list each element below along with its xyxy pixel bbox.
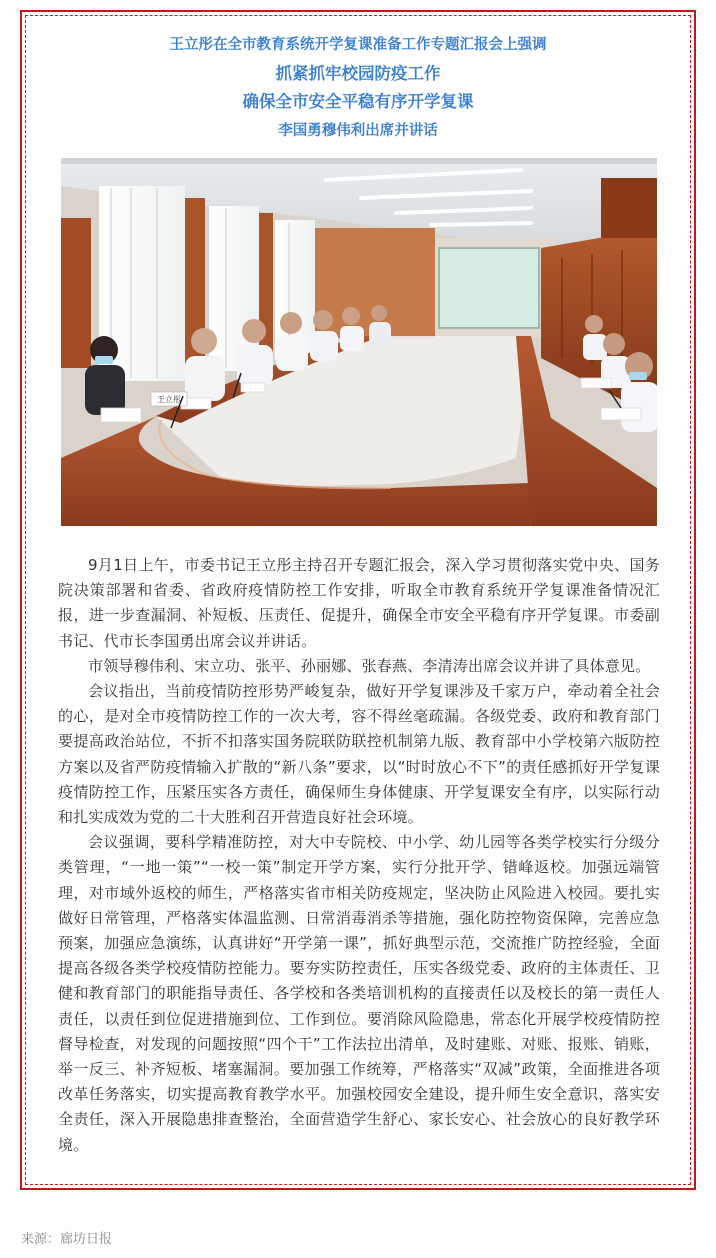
- meeting-photo: [61, 158, 657, 526]
- article-body: [58, 553, 660, 1158]
- headline: [26, 33, 690, 143]
- paragraph: 市领导穆伟利、宋立功、张平、孙丽娜、张春燕、李清涛出席会议并讲了具体意见。: [88, 656, 651, 675]
- name-card-text: 王立彤: [157, 395, 181, 404]
- paragraph: 会议指出，当前疫情防控形势严峻复杂，做好开学复课涉及千家万户，牵动着全社会的心，是对全市疫情防控工作的一次大考，容不得丝毫疏漏。各级党委、政府和教育部门要提高政治站位，不折不扣落实国务院联防联控机制第九版、教育部中小学校第六版防控方案以及省严防疫情输入扩散的“新八条”要求，以“时时放心不下”的责任感抓好开学复课疫情防控工作，压紧压实各方责任，确保师生身体健康、开学复课安全有序，以实际行动和扎实成效为党的二十大胜利召开营造良好社会环境。: [58, 682, 660, 827]
- headline-line-4: 李国勇穆伟利出席并讲话: [278, 123, 438, 139]
- headline-line-1: 王立彤在全市教育系统开学复课准备工作专题汇报会上强调: [169, 37, 547, 53]
- article-frame-inner: [25, 15, 691, 1185]
- paragraph: 9月1日上午，市委书记王立彤主持召开专题汇报会，深入学习贯彻落实党中央、国务院决策部署和省委、省政府疫情防控工作安排，听取全市教育系统开学复课准备情况汇报，进一步查漏洞、补短板、压责任、促提升，确保全市安全平稳有序开学复课。市委副书记、代市长李国勇出席会议并讲话。: [58, 556, 660, 650]
- headline-line-3: 确保全市安全平稳有序开学复课: [242, 92, 474, 111]
- article-frame: [20, 10, 696, 1190]
- paragraph: 会议强调，要科学精准防控，对大中专院校、中小学、幼儿园等各类学校实行分级分类管理，“一地一策”“一校一策”制定开学方案，实行分批开学、错峰返校。加强远端管理，对市域外返校的师生，严格落实省市相关防疫规定，坚决防止风险进入校园。要扎实做好日常管理，严格落实体温监测、日常消毒消杀等措施，强化防控物资保障，完善应急预案，加强应急演练，认真讲好“开学第一课”，抓好典型示范，交流推广防控经验，全面提高各级各类学校疫情防控能力。要夯实防控责任，压实各级党委、政府的主体责任、卫健和教育部门的职能指导责任、各学校和各类培训机构的直接责任以及校长的第一责任人责任，以责任到位促进措施到位、工作到位。要消除风险隐患，常态化开展学校疫情防控督导检查，对发现的问题按照“四个干”工作法拉出清单，及时建账、对账、报账、销账，举一反三、补齐短板、堵塞漏洞。要加强工作统筹，严格落实“双减”政策，全面推进各项改革任务落实，切实提高教育教学水平。加强校园安全建设，提升师生安全意识，落实安全责任，深入开展隐患排查整治，全面营造学生舒心、家长安心、社会放心的良好教学环境。: [58, 833, 660, 1154]
- headline-line-2: 抓紧抓牢校园防疫工作: [275, 64, 441, 83]
- source-credit: 来源：廊坊日报: [21, 1232, 113, 1247]
